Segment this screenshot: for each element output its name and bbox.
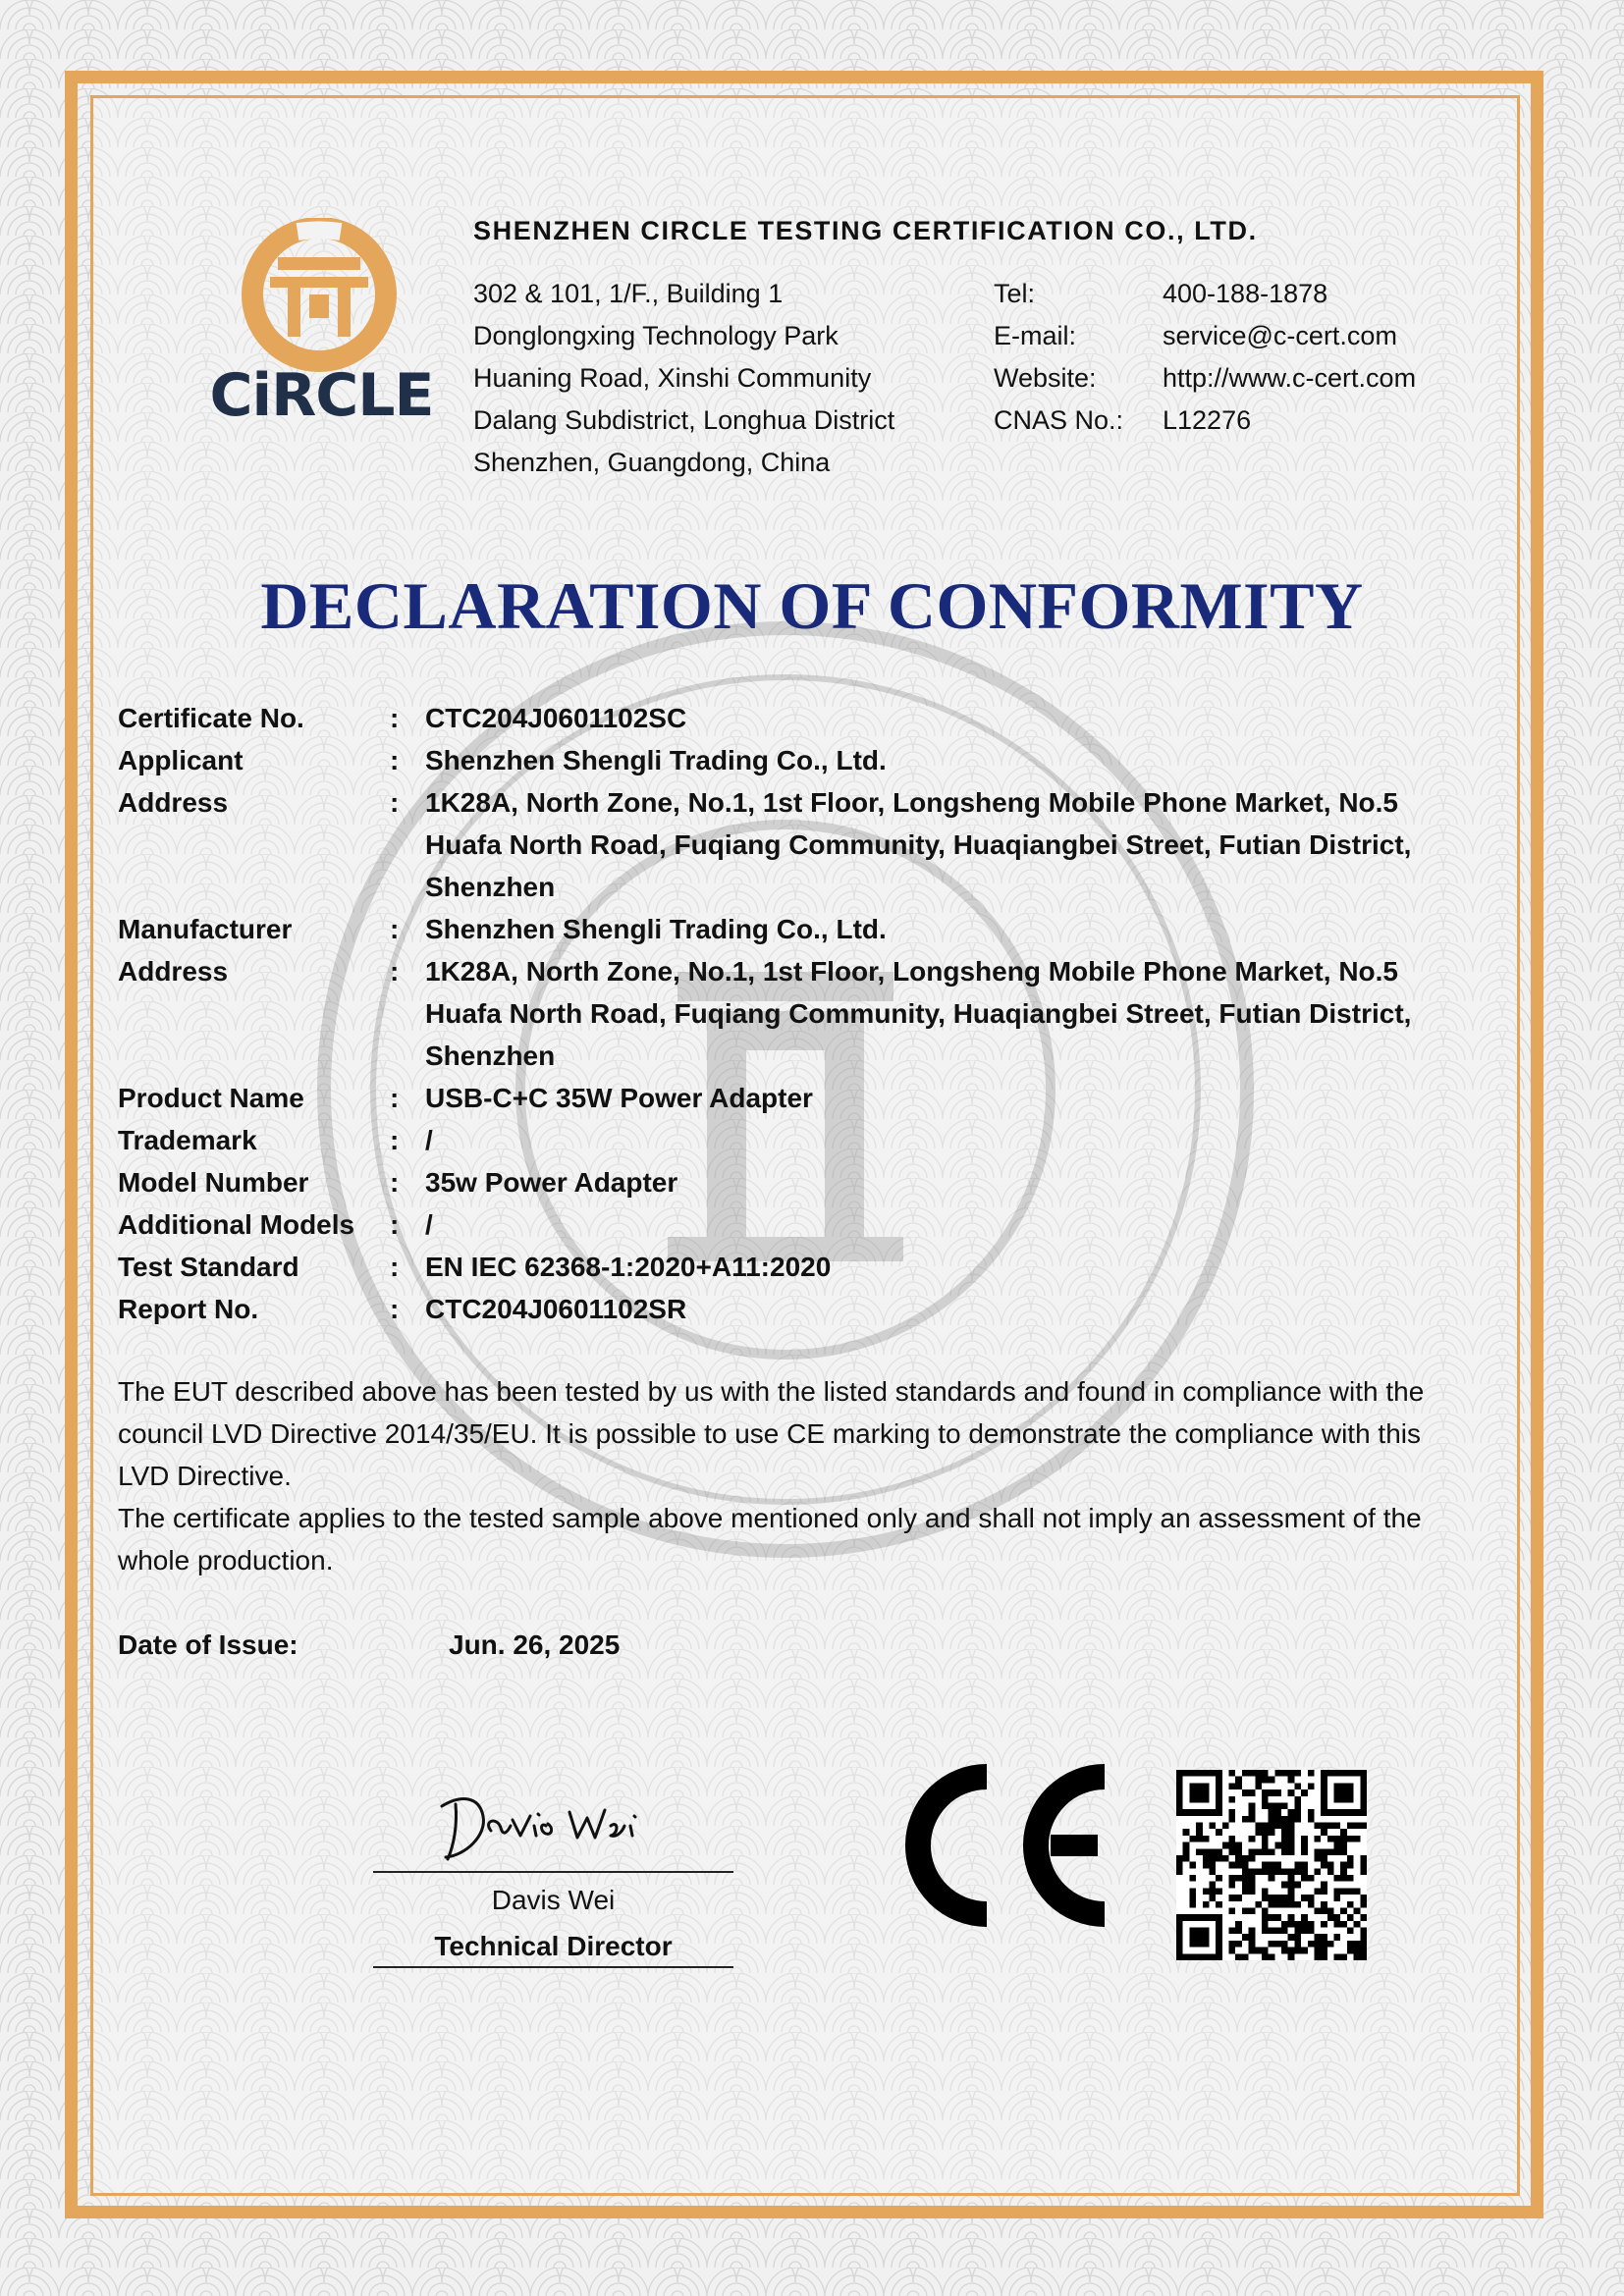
signature-line (373, 1871, 733, 1873)
issuer-address (473, 273, 894, 484)
qr-code (1176, 1770, 1367, 1960)
issuer-contacts (994, 273, 1416, 442)
contact-email: E-mail: service@c-cert.com (994, 321, 1397, 350)
field-applicant: Applicant : Shenzhen Shengli Trading Co., Ltd. (118, 745, 887, 775)
field-manufacturer-address: Address : 1K28A, North Zone, No.1, 1st Floor, Longsheng Mobile Phone Market, No.5 Huafa North Road, Fuqiang Community, Huaqiangbei Street, Futian District, Shenzhen (118, 956, 1412, 1071)
contact-website: Website: http://www.c-cert.com (994, 363, 1417, 393)
document-title: DECLARATION OF CONFORMITY (260, 568, 1364, 643)
statement-line: council LVD Directive 2014/35/EU. It is possible to use CE marking to demonstrate the compliance with this (118, 1418, 1421, 1449)
statement-line: The certificate applies to the tested sample above mentioned only and shall not imply an assessment of the (118, 1503, 1422, 1533)
field-product-name: Product Name : USB-C+C 35W Power Adapter (118, 1083, 813, 1113)
address-line: Donglongxing Technology Park (473, 321, 839, 350)
field-report-no: Report No. : CTC204J0601102SR (118, 1294, 687, 1324)
issue-date: Jun. 26, 2025 (449, 1629, 621, 1660)
address-line: Shenzhen, Guangdong, China (473, 448, 831, 477)
ce-mark (903, 1762, 1124, 1929)
field-model-number: Model Number : 35w Power Adapter (118, 1167, 678, 1198)
field-test-standard: Test Standard : EN IEC 62368-1:2020+A11:2020 (118, 1252, 832, 1282)
address-line: 302 & 101, 1/F., Building 1 (473, 279, 784, 308)
certificate-fields (118, 697, 1492, 1330)
field-certificate-no: Certificate No. : CTC204J0601102SC (118, 703, 687, 733)
field-trademark: Trademark : / (118, 1125, 433, 1155)
contact-cnas: CNAS No.: L12276 (994, 405, 1252, 435)
address-line: Dalang Subdistrict, Longhua District (473, 405, 895, 435)
signer-title: Technical Director (434, 1931, 673, 1961)
handwritten-signature (422, 1777, 668, 1865)
date-of-issue (118, 1629, 621, 1661)
field-applicant-address: Address : 1K28A, North Zone, No.1, 1st Floor, Longsheng Mobile Phone Market, No.5 Huafa North Road, Fuqiang Community, Huaqiangbei Street, Futian District, Shenzhen (118, 787, 1412, 902)
issuer-name: SHENZHEN CIRCLE TESTING CERTIFICATION CO., LTD. (473, 216, 1258, 245)
address-line: Huaning Road, Xinshi Community (473, 363, 872, 393)
statement-line: LVD Directive. (118, 1461, 292, 1491)
field-additional-models: Additional Models : / (118, 1209, 433, 1240)
field-manufacturer: Manufacturer : Shenzhen Shengli Trading Co., Ltd. (118, 914, 887, 944)
logo-wordmark: CiRCLE (209, 361, 434, 430)
compliance-statement (118, 1370, 1473, 1581)
statement-line: whole production. (118, 1545, 334, 1575)
statement-line: The EUT described above has been tested by us with the listed standards and found in compliance with the (118, 1376, 1425, 1407)
issue-label: Date of Issue: (118, 1629, 298, 1660)
signature-underline (373, 1966, 733, 1968)
contact-tel: Tel: 400-188-1878 (994, 279, 1328, 308)
signer-name: Davis Wei (491, 1885, 616, 1915)
